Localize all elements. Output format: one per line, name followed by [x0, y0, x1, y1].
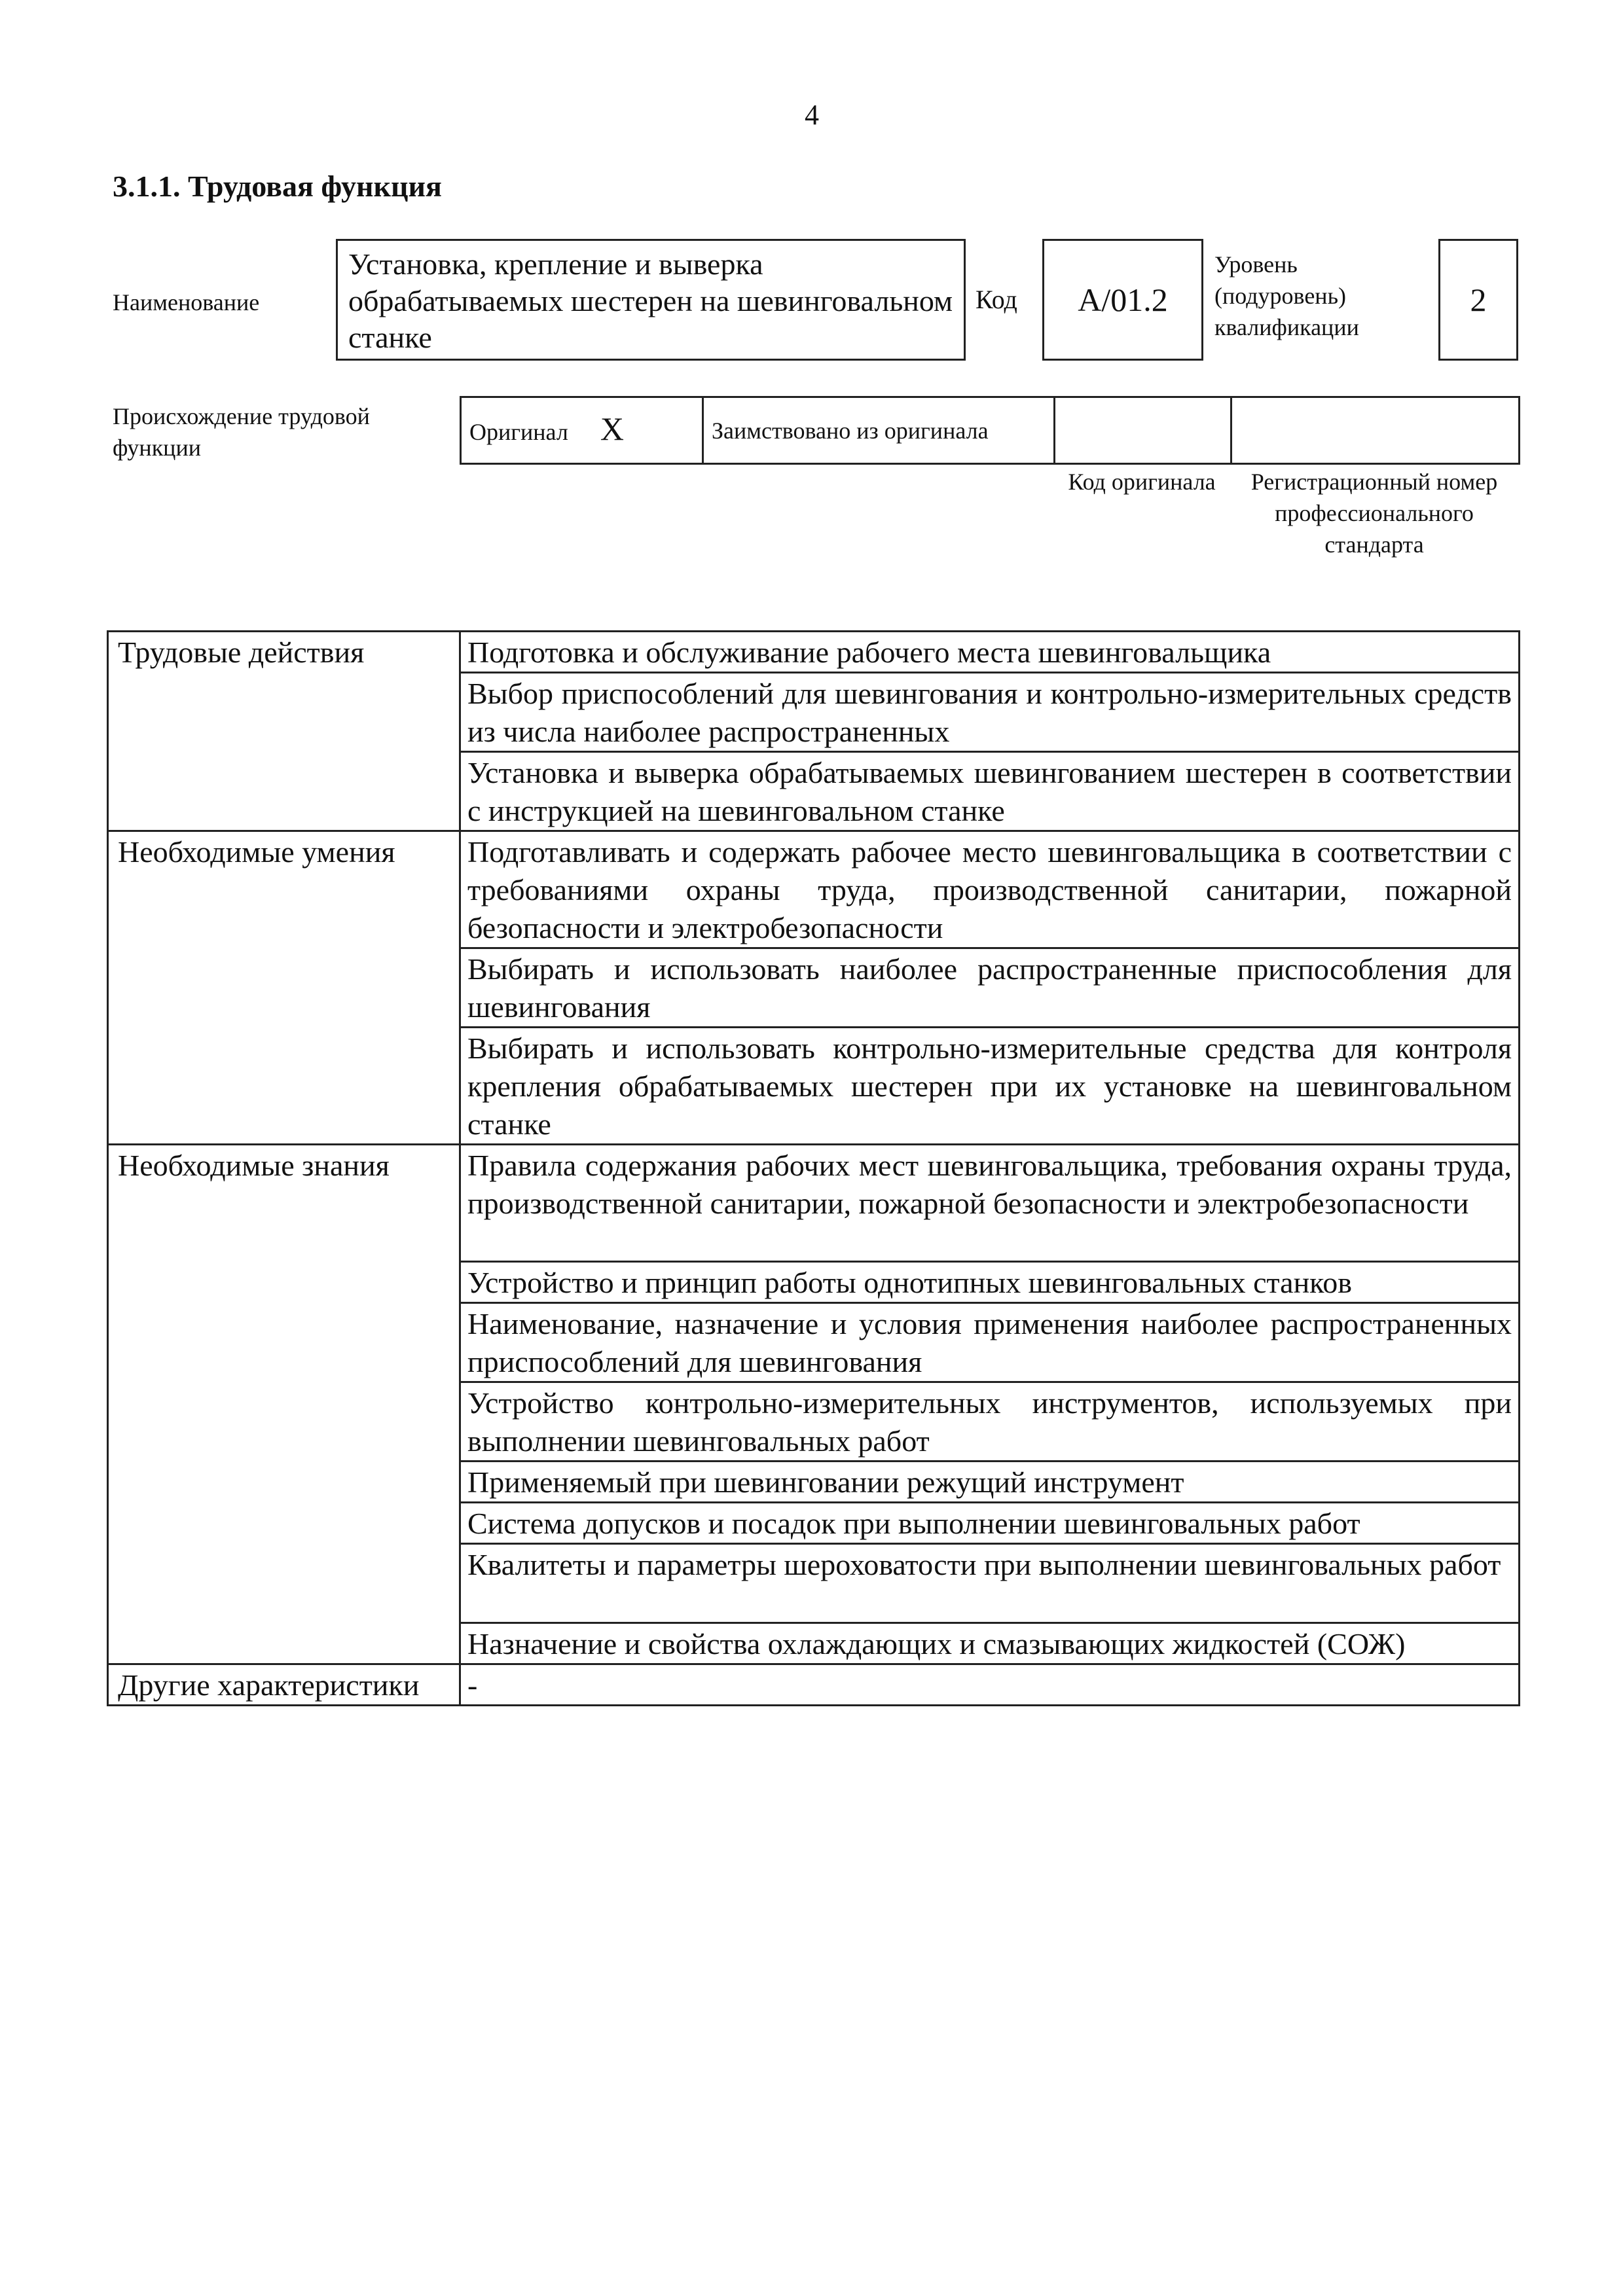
code-value: А/01.2 [1078, 281, 1168, 318]
level-label: Уровень (подуровень) квалификации [1214, 251, 1359, 340]
name-label: Наименование [113, 289, 260, 315]
borrowed-cell [703, 397, 1055, 464]
origin-label: Происхождение трудовой функции [113, 403, 370, 461]
knowledge-label: Необходимые знания [108, 1145, 460, 1664]
table-row [108, 1664, 1520, 1706]
actions-label: Трудовые действия [108, 632, 460, 831]
function-name-box [336, 239, 966, 361]
knowledge-item: Устройство контрольно-измерительных инструментов, используемых при выполнении шевинговальных работ [460, 1382, 1520, 1462]
registration-number-cell [1231, 397, 1520, 464]
knowledge-item: Устройство и принцип работы однотипных шевинговальных станков [460, 1262, 1520, 1303]
code-label: Код [976, 285, 1017, 314]
function-name-value: Установка, крепление и выверка обрабатываемых шестерен на шевинговальном станке [348, 247, 953, 354]
original-code-cell [1055, 397, 1231, 464]
page-number: 4 [805, 99, 819, 131]
level-box [1438, 239, 1518, 361]
action-item: Установка и выверка обрабатываемых шевингованием шестерен в соответствии с инструкцией на шевинговальном станке [460, 752, 1520, 831]
knowledge-item: Наименование, назначение и условия применения наиболее распространенных приспособлений для шевингования [460, 1303, 1520, 1382]
skill-item: Подготавливать и содержать рабочее место шевинговальщика в соответствии с требованиями охраны труда, производственной санитарии, пожарной безопасности и электробезопасности [460, 831, 1520, 948]
skills-label: Необходимые умения [108, 831, 460, 1145]
original-code-caption: Код оригинала [1068, 469, 1216, 495]
other-value: - [460, 1664, 1520, 1706]
code-box [1042, 239, 1203, 361]
knowledge-item: Система допусков и посадок при выполнении шевинговальных работ [460, 1503, 1520, 1544]
other-label: Другие характеристики [108, 1664, 460, 1706]
original-label: Оригинал [469, 419, 568, 445]
skill-item: Выбирать и использовать контрольно-измерительные средства для контроля крепления обрабатываемых шестерен при их установке на шевинговальном станке [460, 1028, 1520, 1145]
action-item: Выбор приспособлений для шевингования и контрольно-измерительных средств из числа наиболее распространенных [460, 673, 1520, 752]
level-value: 2 [1470, 281, 1487, 318]
original-mark: X [600, 410, 624, 447]
table-row [108, 1145, 1520, 1262]
skill-item: Выбирать и использовать наиболее распространенные приспособления для шевингования [460, 948, 1520, 1028]
section-title: 3.1.1. Трудовая функция [113, 170, 442, 203]
table-row [108, 632, 1520, 673]
origin-table [460, 396, 1520, 465]
knowledge-item: Правила содержания рабочих мест шевинговальщика, требования охраны труда, производственной санитарии, пожарной безопасности и электробезопасности [460, 1145, 1520, 1262]
function-details-table [107, 630, 1520, 1706]
knowledge-item: Применяемый при шевинговании режущий инструмент [460, 1462, 1520, 1503]
knowledge-item: Назначение и свойства охлаждающих и смазывающих жидкостей (СОЖ) [460, 1623, 1520, 1664]
knowledge-item: Квалитеты и параметры шероховатости при выполнении шевинговальных работ [460, 1544, 1520, 1623]
table-row [108, 831, 1520, 948]
borrowed-label: Заимствовано из оригинала [712, 417, 989, 444]
original-cell [461, 397, 703, 464]
action-item: Подготовка и обслуживание рабочего места шевинговальщика [460, 632, 1520, 673]
registration-number-caption: Регистрационный номер профессионального стандарта [1250, 469, 1498, 558]
